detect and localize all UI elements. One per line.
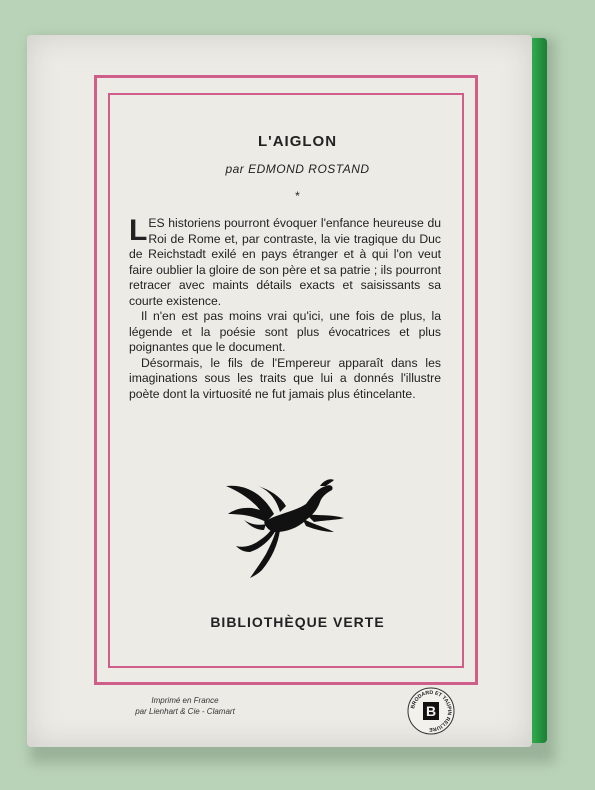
book-author: par EDMOND ROSTAND: [225, 162, 370, 176]
drop-cap: L: [129, 214, 148, 247]
imprint-line-2: par Lienhart & Cie - Clamart: [135, 707, 235, 716]
svg-text:B: B: [425, 703, 437, 719]
seal-text: BRODARD ET TAUPIN RELIURE: [410, 689, 453, 733]
pegasus-icon: [222, 474, 350, 582]
printer-imprint: [115, 695, 255, 717]
blurb-paragraph-2: Il n'en est pas moins vrai qu'ici, une fois de plus, la légende et la poésie sont plus évocatrices et plus poignantes que le document.: [129, 309, 441, 354]
book-title: L'AIGLON: [257, 133, 338, 150]
ornament-star: *: [295, 189, 300, 203]
imprint-line-1: Imprimé en France: [151, 696, 219, 705]
collection-name: BIBLIOTHÈQUE VERTE: [210, 614, 385, 630]
blurb-paragraph-1: [129, 216, 441, 309]
blurb-paragraph-3: Désormais, le fils de l'Empereur apparaît dans les imaginations sous les traits que lui a donnés l'illustre poète dont la virtuosité ne fut jamais plus étincelante.: [129, 355, 441, 401]
blurb-paragraph-1-text: ES historiens pourront évoquer l'enfance heureuse du Roi de Rome et, par contraste, la vie tragique du Duc de Reichstadt exilé en pays étranger et à qui l'on veut faire oublier la gloire de son père et sa patrie ; ils pourront retracer avec maints détails exacts et saisissants sa courte existence.: [129, 216, 441, 308]
blurb-text: [129, 216, 441, 402]
brodard-et-taupin-reliure-seal-icon: [406, 686, 456, 736]
